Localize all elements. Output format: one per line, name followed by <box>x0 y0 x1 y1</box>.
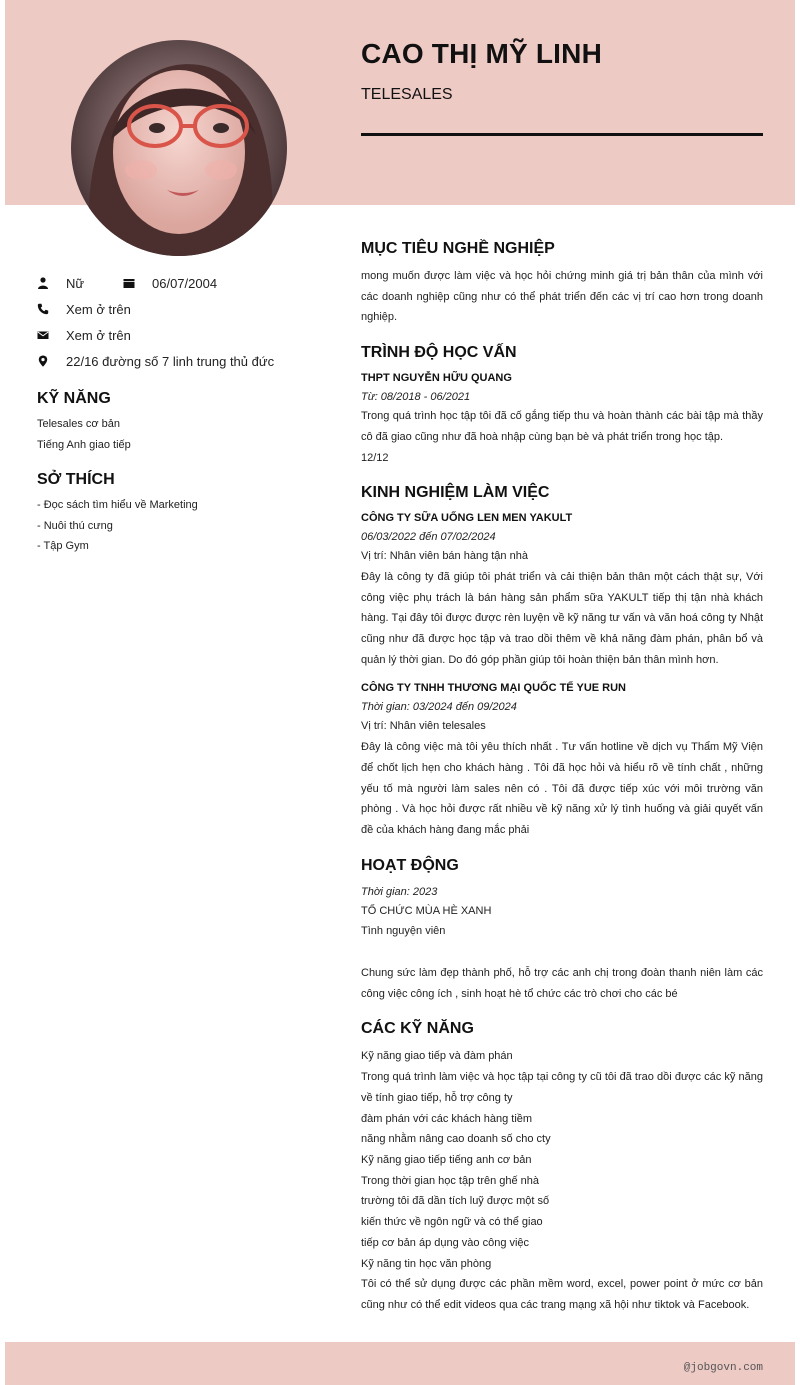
address-row <box>37 348 337 374</box>
job-description: Đây là công việc mà tôi yêu thích nhất . Tư vấn hotline về dịch vụ Thẩm Mỹ Viện để chốt lịch hẹn cho khách hàng . Tôi đã học hỏi và hiểu rõ về tính chất , những yếu tố mà người làm sales nên có . Tôi đã được tiếp xúc với môi trường văn phòng . Và học hỏi được rất nhiều về kỹ năng xử lý tình huống và giải quyết vấn đề của khách hàng đang mắc phải <box>361 741 763 836</box>
skill-line: Kỹ năng tin học văn phòng <box>361 1257 492 1270</box>
experience-section <box>361 484 763 840</box>
phone-value: Xem ở trên <box>66 301 131 317</box>
skill-line: kiến thức về ngôn ngữ và có thể giao <box>361 1216 543 1229</box>
skill-item: Tiếng Anh giao tiếp <box>37 438 131 451</box>
activities-section <box>361 857 763 1005</box>
cv-page <box>5 0 795 1385</box>
job-description: Đây là công ty đã giúp tôi phát triển và cải thiện bản thân một cách thật sự, Với công việc phụ trách là bán hàng sản phẩm sữa YAKULT tiếp thị tận nhà khách hàng. Tại đây tôi được được rèn luyện về kỹ năng tư vấn và văn hoá công ty Nhật cũng như đã được học tập và trao dồi thêm về khả năng đàm phán, phân bổ và quản lý thời gian. Do đó góp phần giúp tôi hoàn thiện bản thân mình hơn. <box>361 570 763 666</box>
activities-heading: HOẠT ĐỘNG <box>361 856 459 874</box>
email-value: Xem ở trên <box>66 327 131 343</box>
header-divider <box>361 133 763 136</box>
profile-photo <box>71 40 287 256</box>
birthday-item <box>123 276 217 291</box>
gender-item <box>37 276 123 291</box>
skills-list <box>37 414 337 455</box>
right-column <box>361 240 763 1332</box>
activity-period: Thời gian: 2023 <box>361 885 438 898</box>
hobbies-heading: SỞ THÍCH <box>37 471 115 488</box>
job-period: 06/03/2022 đến 07/02/2024 <box>361 531 496 544</box>
hobby-item: - Nuôi thú cưng <box>37 519 113 532</box>
education-section <box>361 344 763 468</box>
education-description: Trong quá trình học tập tôi đã cố gắng tiếp thu và hoàn thành các bài tập mà thầy cô đã giao cũng như đã hoà nhập cùng bạn bè và phát triển trong học tập. <box>361 410 763 443</box>
mail-icon <box>37 329 49 341</box>
skills-detail-heading: CÁC KỸ NĂNG <box>361 1020 474 1038</box>
candidate-role: TELESALES <box>361 86 453 103</box>
education-heading: TRÌNH ĐỘ HỌC VẤN <box>361 344 517 362</box>
hobby-item: - Tập Gym <box>37 540 89 552</box>
job-company: CÔNG TY TNHH THƯƠNG MẠI QUỐC TẾ YUE RUN <box>361 682 626 695</box>
gender-value: Nữ <box>66 275 85 291</box>
hobbies-list <box>37 495 337 557</box>
left-column <box>37 270 337 557</box>
footer-band <box>5 1342 795 1385</box>
skill-line: trường tôi đã dần tích luỹ được một số <box>361 1195 550 1208</box>
skill-line: Tôi có thể sử dụng được các phần mềm word, excel, power point ở mức cơ bản cũng như có thể edit videos qua các trang mạng xã hội như tiktok và Facebook. <box>361 1278 763 1311</box>
address-value: 22/16 đường số 7 linh trung thủ đức <box>66 353 275 369</box>
objective-section <box>361 240 763 328</box>
job-position: Vị trí: Nhân viên bán hàng tận nhà <box>361 550 528 563</box>
objective-text: mong muốn được làm việc và học hỏi chứng minh giá trị bản thân của mình với các doanh nghiệp cũng như có thể phát triển đến các vị trí cao hơn trong doanh nghiệp. <box>361 270 763 324</box>
person-icon <box>37 277 49 289</box>
job-entry <box>361 680 763 840</box>
job-entry <box>361 510 763 670</box>
hobby-item: - Đọc sách tìm hiểu về Marketing <box>37 499 198 511</box>
job-company: CÔNG TY SỮA UỐNG LEN MEN YAKULT <box>361 512 573 525</box>
education-grade: 12/12 <box>361 451 389 464</box>
education-period: Từ: 08/2018 - 06/2021 <box>361 391 471 404</box>
activity-name: TỔ CHỨC MÙA HÈ XANH <box>361 904 492 917</box>
spacer <box>361 670 763 680</box>
job-position: Vị trí: Nhân viên telesales <box>361 720 486 733</box>
skill-line: Kỹ năng giao tiếp tiếng anh cơ bản <box>361 1153 532 1166</box>
candidate-name: CAO THỊ MỸ LINH <box>361 38 602 69</box>
skill-line: năng nhằm nâng cao doanh số cho cty <box>361 1133 551 1146</box>
skill-line: đàm phán với các khách hàng tiềm <box>361 1112 533 1125</box>
phone-row <box>37 296 337 322</box>
school-name: THPT NGUYỄN HỮU QUANG <box>361 372 512 385</box>
gender-birthday-row <box>37 270 337 296</box>
birthday-value: 06/07/2004 <box>152 275 218 291</box>
experience-heading: KINH NGHIỆM LÀM VIỆC <box>361 484 550 502</box>
skills-heading: KỸ NĂNG <box>37 390 111 407</box>
skill-line: tiếp cơ bản áp dụng vào công việc <box>361 1236 530 1249</box>
location-pin-icon <box>37 355 49 367</box>
skills-detail-section <box>361 1020 763 1315</box>
activity-role: Tình nguyện viên <box>361 925 446 938</box>
footer-brand[interactable]: @jobgovn.com <box>683 1362 763 1374</box>
objective-heading: MỤC TIÊU NGHỀ NGHIỆP <box>361 240 555 257</box>
email-row <box>37 322 337 348</box>
activity-description: Chung sức làm đẹp thành phố, hỗ trợ các anh chị trong đoàn thanh niên làm các công việc công ích , sinh hoạt hè tổ chức các trò chơi cho các bé <box>361 967 763 1000</box>
phone-icon <box>37 303 49 315</box>
skill-item: Telesales cơ bản <box>37 418 121 430</box>
skill-line: Trong thời gian học tập trên ghế nhà <box>361 1174 540 1187</box>
spacer <box>361 942 763 963</box>
job-period: Thời gian: 03/2024 đến 09/2024 <box>361 701 517 714</box>
skill-line: Trong quá trình làm việc và học tập tại công ty cũ tôi đã trao dồi được các kỹ năng về tính giao tiếp, hỗ trợ công ty <box>361 1071 763 1104</box>
calendar-icon <box>123 277 135 289</box>
skill-line: Kỹ năng giao tiếp và đàm phán <box>361 1050 513 1063</box>
